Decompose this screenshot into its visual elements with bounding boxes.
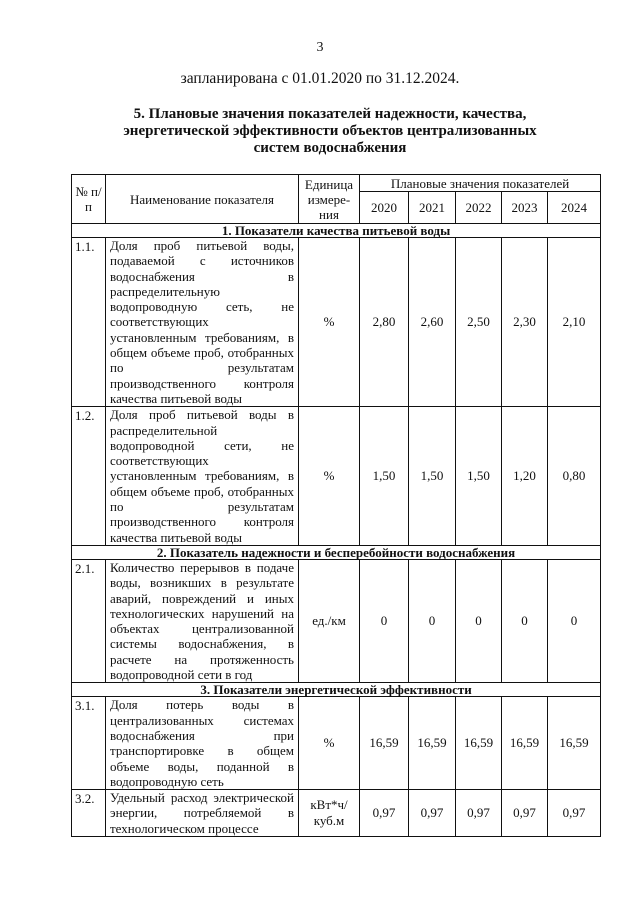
row-number: 2.1. [72, 559, 106, 682]
value-2020: 0,97 [360, 790, 409, 837]
heading-line: энергетической эффективности объектов централизованных [123, 123, 537, 139]
row-number: 1.2. [72, 407, 106, 546]
table-row [72, 238, 601, 407]
value-2022: 0 [456, 559, 502, 682]
header-year: 2024 [548, 192, 601, 224]
value-2023: 16,59 [502, 697, 548, 790]
value-2021: 2,60 [409, 238, 456, 407]
indicator-name: Доля проб питьевой воды, подаваемой с источников водоснабжения в распределительную водопроводную сеть, не соответствующих установленным требованиям, в общем объеме проб, отобранных по результатам производственного контроля качества питьевой воды [106, 238, 299, 407]
value-2022: 16,59 [456, 697, 502, 790]
value-2022: 2,50 [456, 238, 502, 407]
header-year: 2021 [409, 192, 456, 224]
heading-line: систем водоснабжения [253, 140, 407, 156]
value-2024: 0 [548, 559, 601, 682]
row-number: 1.1. [72, 238, 106, 407]
indicator-unit: % [299, 697, 360, 790]
heading-line: 5. Плановые значения показателей надежности, качества, [133, 106, 527, 122]
value-2021: 0 [409, 559, 456, 682]
value-2023: 1,20 [502, 407, 548, 546]
section-title: 3. Показатели энергетической эффективности [72, 683, 601, 697]
header-num: № п/п [72, 175, 106, 224]
value-2024: 0,97 [548, 790, 601, 837]
value-2023: 2,30 [502, 238, 548, 407]
section-title: 1. Показатели качества питьевой воды [72, 224, 601, 238]
table-row [72, 559, 601, 682]
value-2023: 0 [502, 559, 548, 682]
header-unit: Единица измере-ния [299, 175, 360, 224]
value-2021: 1,50 [409, 407, 456, 546]
value-2020: 16,59 [360, 697, 409, 790]
table-row [72, 697, 601, 790]
value-2024: 2,10 [548, 238, 601, 407]
value-2021: 16,59 [409, 697, 456, 790]
header-year: 2023 [502, 192, 548, 224]
value-2020: 2,80 [360, 238, 409, 407]
header-year: 2020 [360, 192, 409, 224]
indicator-unit: кВт*ч/ куб.м [299, 790, 360, 837]
indicator-name: Количество перерывов в подаче воды, возникших в результате аварий, повреждений и иных технологических нарушений на объектах централизованной системы водоснабжения, в расчете на протяженность водопроводной сети в год [106, 559, 299, 682]
table-row [72, 790, 601, 837]
row-number: 3.2. [72, 790, 106, 837]
section-title: 2. Показатель надежности и бесперебойности водоснабжения [72, 545, 601, 559]
indicator-unit: % [299, 238, 360, 407]
section-heading [80, 106, 580, 157]
value-2021: 0,97 [409, 790, 456, 837]
value-2022: 0,97 [456, 790, 502, 837]
planned-period-text: запланирована с 01.01.2020 по 31.12.2024. [180, 70, 460, 87]
row-number: 3.1. [72, 697, 106, 790]
value-2020: 0 [360, 559, 409, 682]
header-year: 2022 [456, 192, 502, 224]
header-name: Наименование показателя [106, 175, 299, 224]
value-2022: 1,50 [456, 407, 502, 546]
value-2024: 0,80 [548, 407, 601, 546]
header-planned: Плановые значения показателей [360, 175, 601, 192]
indicator-name: Доля проб питьевой воды в распределительной водопроводной сети, не соответствующих установленным требованиям, в общем объеме проб, отобранных по результатам производственного контроля качества питьевой воды [106, 407, 299, 546]
indicators-table [71, 174, 601, 837]
indicator-unit: ед./км [299, 559, 360, 682]
indicator-name: Удельный расход электрической энергии, потребляемой в технологическом процессе [106, 790, 299, 837]
value-2023: 0,97 [502, 790, 548, 837]
indicator-name: Доля потерь воды в централизованных системах водоснабжения при транспортировке в общем объеме воды, поданной в водопроводную сеть [106, 697, 299, 790]
indicator-unit: % [299, 407, 360, 546]
value-2020: 1,50 [360, 407, 409, 546]
page-number: 3 [316, 40, 324, 55]
value-2024: 16,59 [548, 697, 601, 790]
table-row [72, 407, 601, 546]
